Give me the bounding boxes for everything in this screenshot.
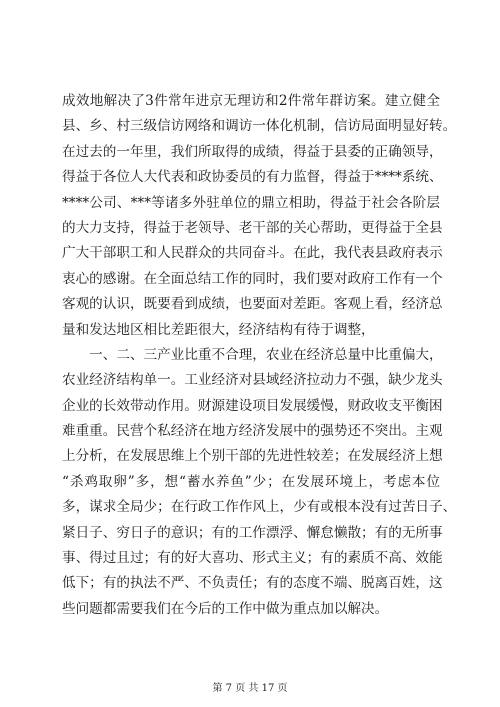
text-line: 衷心的感谢。在全面总结工作的同时，我们要对政府工作有一个 xyxy=(62,270,443,287)
text-line: 企业的长效带动作用。财源建设项目发展缓慢，财政收支平衡困 xyxy=(62,397,443,414)
text-line: 低下；有的执法不严、不负责任；有的态度不端、脱离百姓，这 xyxy=(62,575,443,592)
page-number-footer: 第 7 页 共 17 页 xyxy=(212,683,288,694)
text-line: 县、乡、村三级信访网络和调访一体化机制，信访局面明显好转。 xyxy=(62,118,457,135)
text-line: 事、得过且过；有的好大喜功、形式主义；有的素质不高、效能 xyxy=(62,550,443,567)
text-line: 难重重。民营个私经济在地方经济发展中的强势还不突出。主观 xyxy=(62,423,443,440)
text-line: 农业经济结构单一。工业经济对县域经济拉动力不强，缺少龙头 xyxy=(62,372,443,389)
text-line: 紧日子、穷日子的意识；有的工作漂浮、懈怠懒散；有的无所事 xyxy=(62,524,443,541)
body-text xyxy=(62,89,457,622)
text-line: 一、二、三产业比重不合理，农业在经济总量中比重偏大， xyxy=(62,346,443,363)
text-line: 的大力支持，得益于老领导、老干部的关心帮助，更得益于全县 xyxy=(62,219,443,236)
text-line: 广大干部职工和人民群众的共同奋斗。在此，我代表县政府表示 xyxy=(62,245,443,262)
text-line: “杀鸡取卵”多，想“蓄水养鱼”少；在发展环境上，考虑本位 xyxy=(62,473,440,490)
text-line: 成效地解决了3件常年进京无理访和2件常年群访案。建立健全 xyxy=(62,93,440,109)
text-line: 上分析，在发展思维上个别干部的先进性较差；在发展经济上想 xyxy=(62,448,443,465)
text-line: 得益于各位人大代表和政协委员的有力监督，得益于****系统、 xyxy=(62,169,443,186)
text-line: ****公司、***等诸多外驻单位的鼎立相助，得益于社会各阶层 xyxy=(62,194,440,211)
text-line: 些问题都需要我们在今后的工作中做为重点加以解决。 xyxy=(62,600,389,617)
text-line: 量和发达地区相比差距很大，经济结构有待于调整， xyxy=(62,321,375,338)
text-line: 客观的认识，既要看到成绩，也要面对差距。客观上看，经济总 xyxy=(62,296,443,313)
text-line: 在过去的一年里，我们所取得的成绩，得益于县委的正确领导， xyxy=(62,143,443,160)
text-line: 多，谋求全局少；在行政工作作风上，少有或根本没有过苦日子、 xyxy=(62,499,457,516)
